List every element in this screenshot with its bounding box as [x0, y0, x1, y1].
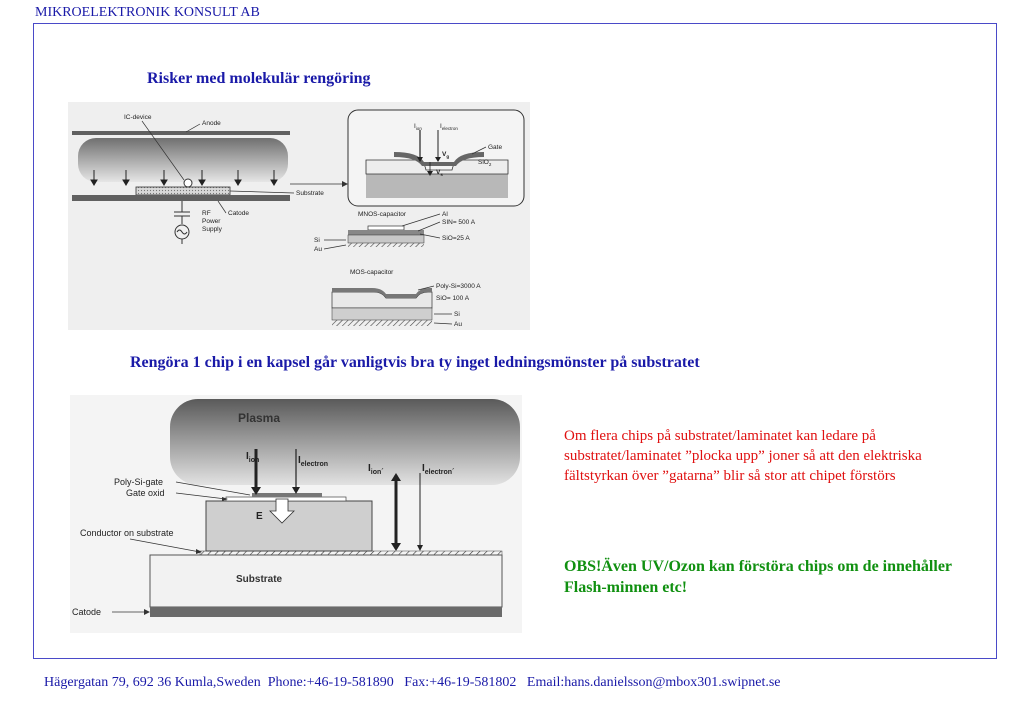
- mos-au: [332, 320, 432, 326]
- mnos-al: [368, 226, 404, 230]
- slide-title-middle: Rengöra 1 chip i en kapsel går vanligtvis bra ty inget ledningsmönster på substratet: [130, 354, 700, 371]
- svg-text:IC-device: IC-device: [124, 114, 152, 121]
- catode-plate: [72, 195, 290, 201]
- svg-text:Ielectron: $I_{electron}$: [298, 455, 329, 468]
- svg-text:Plasma: Plasma: [238, 411, 281, 425]
- svg-text:Substrate: Substrate: [296, 190, 324, 197]
- conductor-risk-figure: [70, 395, 522, 633]
- svg-text:Substrate: Substrate: [236, 574, 283, 585]
- warning-paragraph: Om flera chips på substratet/laminatet kan ledare på substratet/laminatet ”plocka upp” joner så att den elektriska fältstyrkan över ”gatarna” blir så stor att chipet förstörs: [564, 428, 922, 484]
- poly-si-gate: [252, 493, 322, 497]
- plasma-cloud: [170, 399, 520, 485]
- svg-text:Vs: $V_s$: [436, 169, 443, 177]
- svg-text:Catode: Catode: [72, 607, 102, 617]
- mnos-sin: [348, 230, 424, 235]
- svg-text:Au: Au: [454, 321, 462, 328]
- svg-text:Iion: $I_{ion}$: [246, 451, 260, 464]
- svg-text:Anode: Anode: [202, 120, 221, 127]
- note-paragraph: OBS!Även UV/Ozon kan förstöra chips om de innehåller Flash-minnen etc!: [564, 558, 952, 596]
- conductor-layer: [200, 551, 502, 555]
- svg-text:Gate oxid: Gate oxid: [126, 488, 165, 498]
- slide-title-top: Risker med molekulär rengöring: [147, 70, 371, 87]
- svg-text:Iion´: $I_{ion´}$: [368, 463, 384, 476]
- footer-contact: Hägergatan 79, 692 36 Kumla,Sweden Phone:+46-19-581890 Fax:+46-19-581802 Email:hans.danielsson@mbox301.swipnet.se: [44, 675, 781, 690]
- svg-text:Si: Si: [314, 237, 320, 244]
- svg-text:Supply: Supply: [202, 226, 222, 233]
- plasma-cloud: [78, 138, 288, 182]
- mnos-au: [348, 243, 424, 247]
- svg-text:Conductor on substrate: Conductor on substrate: [80, 528, 174, 538]
- svg-text:Power: Power: [202, 218, 221, 225]
- svg-text:Si: Si: [454, 311, 460, 318]
- svg-text:E: E: [256, 511, 263, 522]
- svg-text:SIN= 500 A: SIN= 500 A: [442, 219, 476, 226]
- svg-text:Iion: $I_{ion}$: [414, 123, 422, 131]
- svg-text:Poly-Si-gate: Poly-Si-gate: [114, 477, 164, 487]
- svg-text:SiO= 100 A: SiO= 100 A: [436, 295, 470, 302]
- company-name: MIKROELEKTRONIK KONSULT AB: [35, 5, 260, 20]
- svg-text:Vg: $V_g$: [442, 151, 450, 159]
- substrate-plate: [136, 187, 230, 195]
- svg-text:Poly-Si=3000 A: Poly-Si=3000 A: [436, 283, 481, 290]
- svg-text:SiO=25 A: SiO=25 A: [442, 235, 470, 242]
- anode-plate: [72, 131, 290, 135]
- svg-text:MOS-capacitor: MOS-capacitor: [350, 269, 394, 276]
- catode-plate: [150, 607, 502, 617]
- chip-body: [206, 501, 372, 551]
- svg-text:Ielectron´: $I_{electron´}$: [422, 463, 455, 476]
- conductor-risk-diagram: [70, 395, 522, 633]
- svg-text:Au: Au: [314, 246, 322, 253]
- svg-text:SiO2: SiO$_2$: [478, 159, 492, 167]
- svg-text:Gate: Gate: [488, 144, 503, 151]
- svg-text:Al: Al: [442, 211, 448, 218]
- plasma-cleaning-diagram: [68, 102, 530, 330]
- plasma-cleaning-figure: [68, 102, 530, 330]
- svg-text:RF: RF: [202, 210, 211, 217]
- mnos-si: [348, 235, 424, 243]
- svg-text:Ielectron: $I_{electron}$: [440, 123, 458, 131]
- mos-si: [332, 308, 432, 320]
- ic-device: [184, 179, 192, 187]
- svg-text:MNOS-capacitor: MNOS-capacitor: [358, 211, 407, 218]
- svg-text:Catode: Catode: [228, 210, 249, 217]
- substrate-block: [150, 555, 502, 607]
